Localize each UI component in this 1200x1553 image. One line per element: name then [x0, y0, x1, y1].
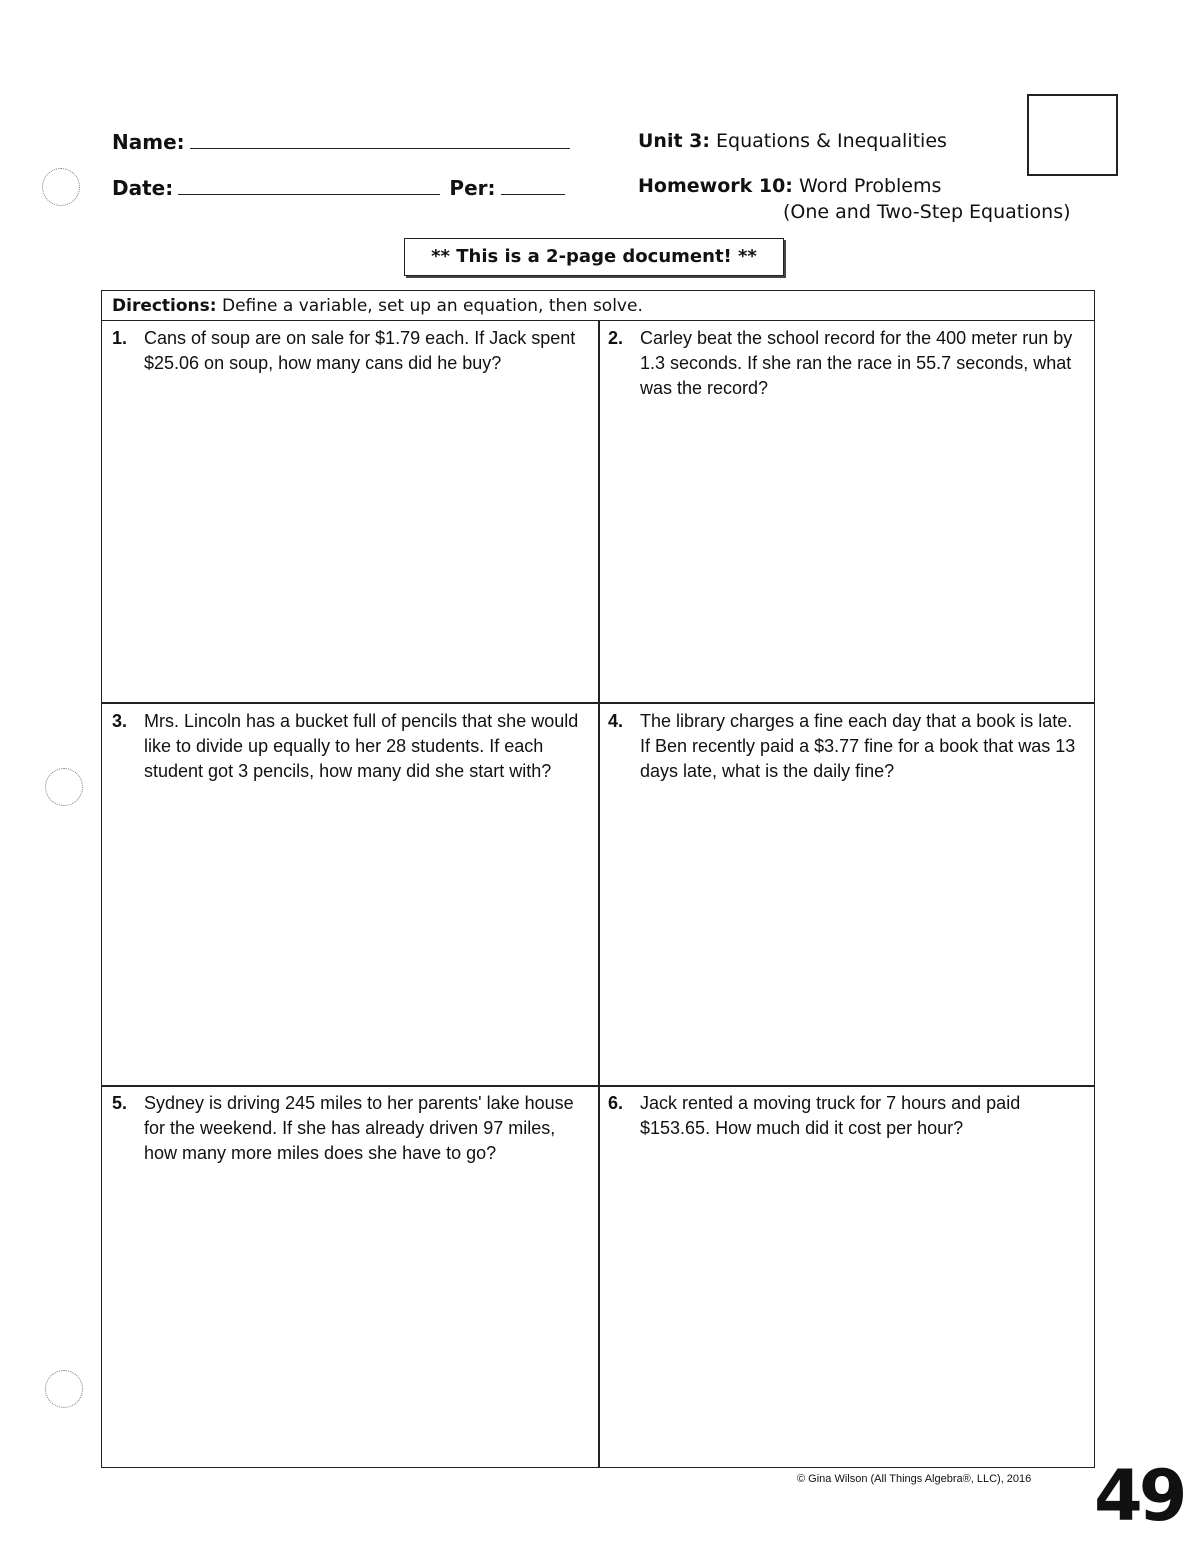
date-label: Date: [112, 176, 174, 200]
unit-name: Equations & Inequalities [716, 130, 947, 152]
question-2-text: Carley beat the school record for the 400 meter run by 1.3 seconds. If she ran the race in 55.7 seconds, what was the record? [640, 328, 1073, 398]
unit-label: Unit 3: [638, 130, 710, 152]
binder-hole-middle [45, 768, 83, 806]
date-field[interactable] [178, 176, 440, 195]
homework-label: Homework 10: [638, 175, 793, 197]
question-3 [112, 709, 582, 784]
question-1 [112, 326, 582, 376]
directions-row [102, 291, 1094, 321]
row-divider-2 [102, 1085, 1094, 1087]
score-box[interactable] [1027, 94, 1118, 176]
question-1-text: Cans of soup are on sale for $1.79 each. If Jack spent $25.06 on soup, how many cans did he buy? [144, 328, 576, 373]
binder-hole-top [42, 168, 80, 206]
directions-text: Define a variable, set up an equation, then solve. [222, 296, 643, 316]
question-4-text: The library charges a fine each day that a book is late. If Ben recently paid a $3.77 fine for a book that was 13 days late, what is the daily fine? [640, 711, 1076, 781]
question-5-number: 5. [112, 1093, 128, 1113]
question-6 [608, 1091, 1080, 1141]
date-row [112, 176, 565, 200]
worksheet-table [101, 290, 1095, 1468]
question-5 [112, 1091, 582, 1166]
question-2-number: 2. [608, 328, 624, 348]
question-2 [608, 326, 1080, 401]
question-6-number: 6. [608, 1093, 624, 1113]
page-number: 49 [1094, 1455, 1184, 1537]
homework-subtitle: (One and Two-Step Equations) [783, 201, 1071, 223]
question-4-number: 4. [608, 711, 624, 731]
binder-hole-bottom [45, 1370, 83, 1408]
copyright-footer: © Gina Wilson (All Things Algebra®, LLC), 2016 [797, 1473, 1032, 1485]
question-3-number: 3. [112, 711, 128, 731]
row-divider-1 [102, 702, 1094, 704]
unit-title [638, 130, 947, 152]
name-label: Name: [112, 130, 185, 154]
homework-title [638, 175, 941, 197]
period-label: Per: [449, 176, 496, 200]
homework-name: Word Problems [798, 175, 942, 197]
period-field[interactable] [501, 176, 565, 195]
name-field[interactable] [190, 130, 570, 149]
question-4 [608, 709, 1080, 784]
directions-label: Directions: [112, 296, 217, 316]
column-divider [598, 321, 600, 1467]
name-row [112, 130, 570, 154]
question-1-number: 1. [112, 328, 128, 348]
question-6-text: Jack rented a moving truck for 7 hours and paid $153.65. How much did it cost per hour? [640, 1093, 1021, 1138]
question-3-text: Mrs. Lincoln has a bucket full of pencils that she would like to divide up equally to her 28 students. If each student got 3 pencils, how many did she start with? [144, 711, 579, 781]
question-5-text: Sydney is driving 245 miles to her parents' lake house for the weekend. If she has already driven 97 miles, how many more miles does she have to go? [144, 1093, 574, 1163]
two-page-banner: ** This is a 2-page document! ** [404, 238, 784, 276]
